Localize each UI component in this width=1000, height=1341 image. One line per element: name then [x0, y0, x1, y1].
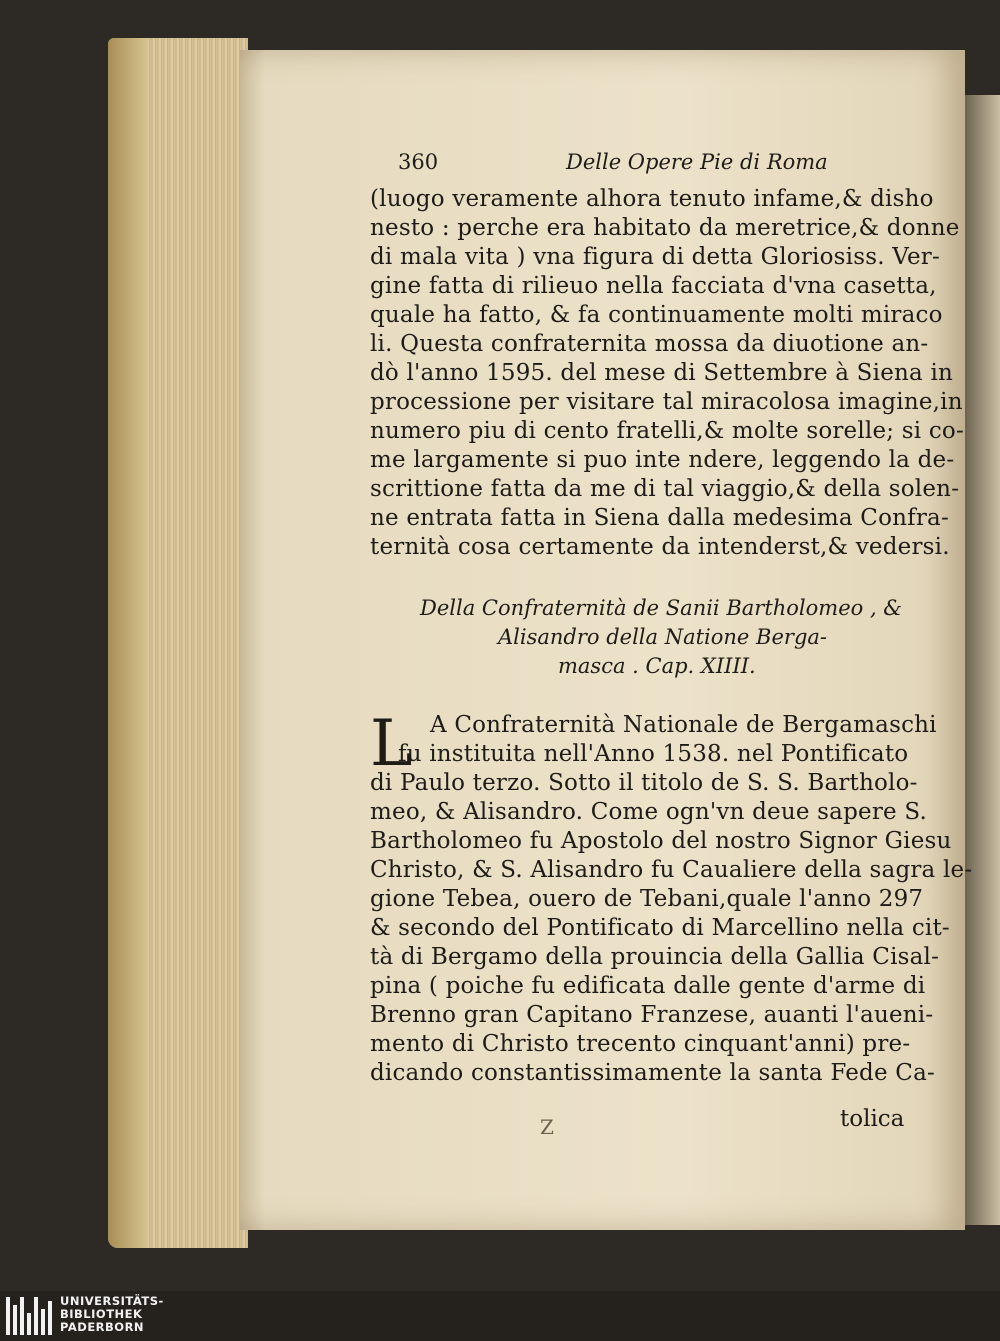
body-line: numero piu di cento fratelli,& molte sorelle; si co-: [370, 418, 964, 444]
chapter-heading-line: Alisandro della Natione Berga-: [498, 625, 827, 649]
book-page-edges: [108, 38, 248, 1248]
chapter-line: gione Tebea, ouero de Tebani,quale l'anno 297: [370, 886, 924, 912]
facing-page-edge: [965, 95, 1000, 1225]
chapter-line: meo, & Alisandro. Come ogn'vn deue sapere S.: [370, 799, 927, 825]
body-line: ternità cosa certamente da intenderst,& vedersi.: [370, 534, 950, 560]
chapter-line: dicando constantissimamente la santa Fede Ca-: [370, 1060, 935, 1086]
chapter-line: & secondo del Pontificato di Marcellino nella cit-: [370, 915, 950, 941]
library-footer: [0, 1291, 1000, 1341]
body-line: ne entrata fatta in Siena dalla medesima Confra-: [370, 505, 949, 531]
chapter-heading-line: masca . Cap. XIIII.: [558, 654, 756, 678]
chapter-line: fu instituita nell'Anno 1538. nel Pontificato: [398, 741, 909, 767]
chapter-line: di Paulo terzo. Sotto il titolo de S. S. Bartholo-: [370, 770, 918, 796]
chapter-line: pina ( poiche fu edificata dalle gente d'arme di: [370, 973, 926, 999]
running-title: Delle Opere Pie di Roma: [566, 150, 828, 174]
body-line: nesto : perche era habitato da meretrice,& donne: [370, 215, 960, 241]
library-name: [60, 1295, 164, 1334]
signature-mark: Z: [540, 1115, 554, 1139]
body-line: di mala vita ) vna figura di detta Gloriosiss. Ver-: [370, 244, 940, 270]
page-number: 360: [398, 150, 439, 174]
chapter-line: Bartholomeo fu Apostolo del nostro Signor Giesu: [370, 828, 952, 854]
catchword: tolica: [840, 1106, 905, 1132]
library-logo-icon: [6, 1297, 56, 1335]
body-line: scrittione fatta da me di tal viaggio,& della solen-: [370, 476, 960, 502]
body-line: dò l'anno 1595. del mese di Settembre à Siena in: [370, 360, 954, 386]
chapter-line: mento di Christo trecento cinquant'anni) pre-: [370, 1031, 911, 1057]
drop-capital: L: [370, 707, 413, 781]
library-name-line: BIBLIOTHEK: [60, 1307, 143, 1321]
chapter-line: Christo, & S. Alisandro fu Caualiere della sagra le-: [370, 857, 973, 883]
body-line: me largamente si puo inte ndere, leggendo la de-: [370, 447, 955, 473]
chapter-line: Brenno gran Capitano Franzese, auanti l'aueni-: [370, 1002, 934, 1028]
page-header: [370, 150, 910, 180]
chapter-heading-line: Della Confraternità de Sanii Bartholomeo , &: [420, 596, 902, 620]
library-name-line: UNIVERSITÄTS-: [60, 1294, 164, 1308]
chapter-line: tà di Bergamo della prouincia della Gallia Cisal-: [370, 944, 940, 970]
body-line: processione per visitare tal miracolosa imagine,in: [370, 389, 963, 415]
library-name-line: PADERBORN: [60, 1320, 145, 1334]
body-line: (luogo veramente alhora tenuto infame,& disho: [370, 186, 934, 212]
body-line: gine fatta di rilieuo nella facciata d'vna casetta,: [370, 273, 937, 299]
chapter-line: A Confraternità Nationale de Bergamaschi: [430, 712, 937, 738]
body-line: quale ha fatto, & fa continuamente molti miraco: [370, 302, 943, 328]
body-line: li. Questa confraternita mossa da diuotione an-: [370, 331, 929, 357]
